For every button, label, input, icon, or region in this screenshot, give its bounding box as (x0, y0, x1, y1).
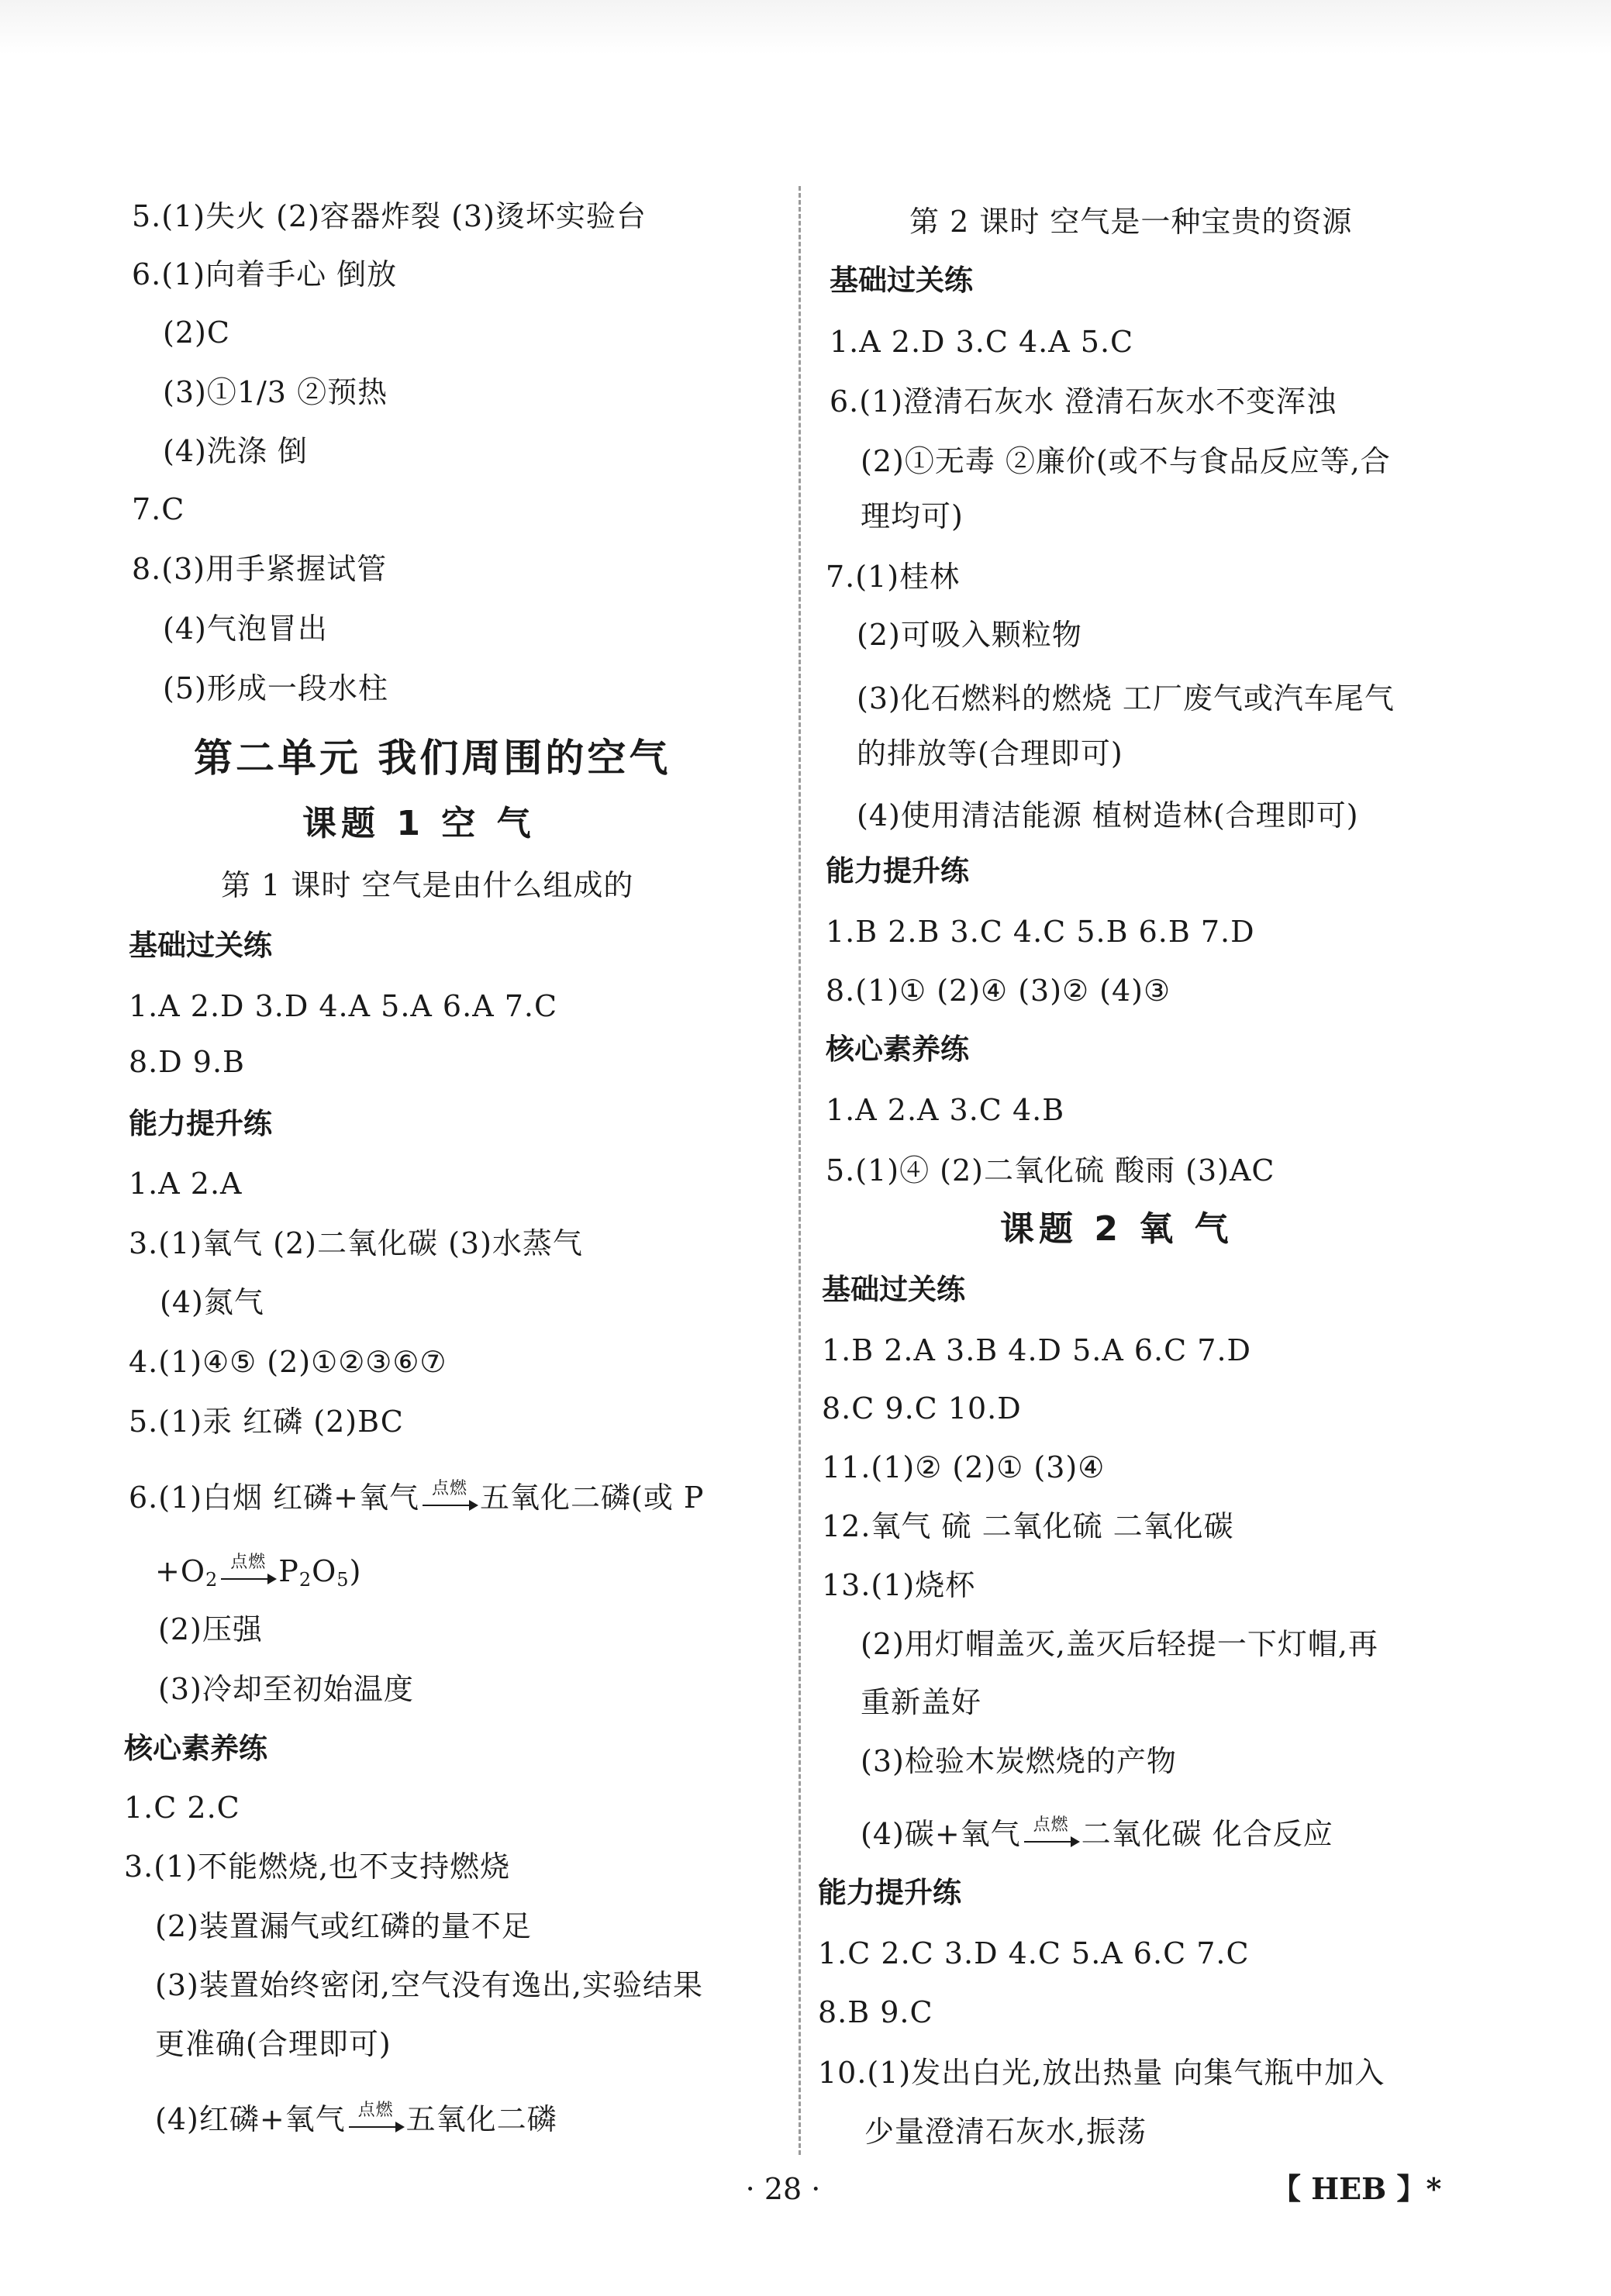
answer-line: 1.A 2.D 3.C 4.A 5.C (830, 325, 1134, 359)
answer-line: 8.(1)① (2)④ (3)② (4)③ (826, 974, 1171, 1008)
answer-line: 1.B 2.A 3.B 4.D 5.A 6.C 7.D (822, 1333, 1252, 1367)
answer-line: 重新盖好 (861, 1685, 982, 1719)
section-heading: 基础过关练 (822, 1273, 965, 1306)
column-divider (799, 186, 801, 2155)
section-heading: 能力提升练 (818, 1876, 961, 1909)
unit-title: 第二单元 我们周围的空气 (194, 736, 671, 781)
reaction-arrow: 点燃 (1023, 1824, 1080, 1850)
section-heading: 核心素养练 (826, 1033, 969, 1066)
answer-line: 1.B 2.B 3.C 4.C 5.B 6.B 7.D (826, 915, 1255, 949)
answer-line: 8.C 9.C 10.D (822, 1391, 1022, 1426)
answer-line: 6.(1)向着手心 倒放 (132, 257, 398, 291)
answer-line: 少量澄清石灰水,振荡 (864, 2115, 1147, 2149)
answer-line: 7.(1)桂林 (826, 560, 961, 594)
answer-line: (3)冷却至初始温度 (158, 1672, 414, 1706)
answer-line: 5.(1)失火 (2)容器炸裂 (3)烫坏实验台 (132, 199, 647, 233)
answer-line: (3)①1/3 ②预热 (163, 375, 388, 409)
section-heading: 核心素养练 (124, 1732, 267, 1765)
answer-line: 3.(1)不能燃烧,也不支持燃烧 (124, 1850, 511, 1884)
answer-line: (4)洗涤 倒 (163, 434, 308, 468)
answer-line: 5.(1)汞 红磷 (2)BC (129, 1405, 404, 1439)
answer-line: 8.D 9.B (129, 1045, 245, 1079)
answer-line: (2)可吸入颗粒物 (857, 618, 1082, 652)
answer-line: (3)装置始终密闭,空气没有逸出,实验结果 (155, 1968, 703, 2002)
edition-badge: 【 HEB 】* (1271, 2171, 1442, 2206)
answer-line: 6.(1)澄清石灰水 澄清石灰水不变浑浊 (830, 384, 1337, 419)
answer-line: (3)检验木炭燃烧的产物 (861, 1744, 1177, 1778)
answer-line: 3.(1)氧气 (2)二氧化碳 (3)水蒸气 (129, 1226, 583, 1260)
topic-title: 课题 1 空 气 (302, 804, 536, 843)
page-number: · 28 · (745, 2172, 821, 2206)
answer-line: 1.A 2.A 3.C 4.B (826, 1093, 1065, 1127)
reaction-arrow: 点燃 (421, 1488, 478, 1514)
answer-line: 1.C 2.C (124, 1791, 240, 1825)
equation-line: (4)碳+氧气 点燃 二氧化碳 化合反应 (861, 1815, 1333, 1851)
answer-line: 5.(1)④ (2)二氧化硫 酸雨 (3)AC (826, 1153, 1275, 1188)
answer-line: 1.A 2.D 3.D 4.A 5.A 6.A 7.C (129, 989, 558, 1023)
answer-line: (2)装置漏气或红磷的量不足 (155, 1909, 532, 1943)
answer-line: (2)用灯帽盖灭,盖灭后轻提一下灯帽,再 (861, 1627, 1378, 1661)
answer-line: (4)使用清洁能源 植树造林(合理即可) (857, 798, 1359, 833)
topic-title: 课题 2 氧 气 (1000, 1209, 1233, 1249)
section-heading: 基础过关练 (830, 264, 973, 297)
answer-line: (2)C (163, 315, 230, 350)
answer-line: 1.A 2.A (129, 1167, 243, 1201)
reaction-arrow: 点燃 (219, 1561, 277, 1588)
answer-line: 理均可) (861, 499, 964, 533)
answer-line: 1.C 2.C 3.D 4.C 5.A 6.C 7.C (818, 1936, 1250, 1970)
answer-line: (2)压强 (158, 1612, 263, 1646)
answer-line: (4)气泡冒出 (163, 612, 328, 646)
answer-line: 7.C (132, 492, 185, 526)
equation-line: (4)红磷+氧气 点燃 五氧化二磷 (155, 2100, 557, 2136)
answer-line: (4)氮气 (160, 1285, 264, 1319)
lesson-title: 第 2 课时 空气是一种宝贵的资源 (909, 205, 1353, 239)
answer-line: 更准确(合理即可) (155, 2027, 392, 2061)
equation-line: 6.(1)白烟 红磷+氧气 点燃 五氧化二磷(或 P (129, 1478, 705, 1515)
section-heading: 能力提升练 (826, 854, 969, 888)
lesson-title: 第 1 课时 空气是由什么组成的 (221, 868, 634, 902)
answer-line: (2)①无毒 ②廉价(或不与食品反应等,合 (861, 444, 1391, 478)
answer-line: (3)化石燃料的燃烧 工厂废气或汽车尾气 (857, 681, 1395, 715)
answer-line: 13.(1)烧杯 (822, 1568, 976, 1602)
answer-line: 11.(1)② (2)① (3)④ (822, 1450, 1106, 1484)
section-heading: 能力提升练 (129, 1107, 272, 1140)
answer-line: 4.(1)④⑤ (2)①②③⑥⑦ (129, 1345, 447, 1379)
answer-line: 8.B 9.C (818, 1995, 933, 2029)
section-heading: 基础过关练 (129, 929, 272, 962)
answer-line: 10.(1)发出白光,放出热量 向集气瓶中加入 (818, 2056, 1385, 2090)
answer-line: 8.(3)用手紧握试管 (132, 552, 388, 586)
equation-line: $+O_2$ 点燃 $P_2O_5$) (155, 1552, 362, 1591)
answer-line: 12.氧气 硫 二氧化硫 二氧化碳 (822, 1509, 1234, 1543)
reaction-arrow: 点燃 (347, 2109, 405, 2136)
answer-line: (5)形成一段水柱 (163, 671, 388, 705)
answer-line: 的排放等(合理即可) (857, 736, 1123, 771)
